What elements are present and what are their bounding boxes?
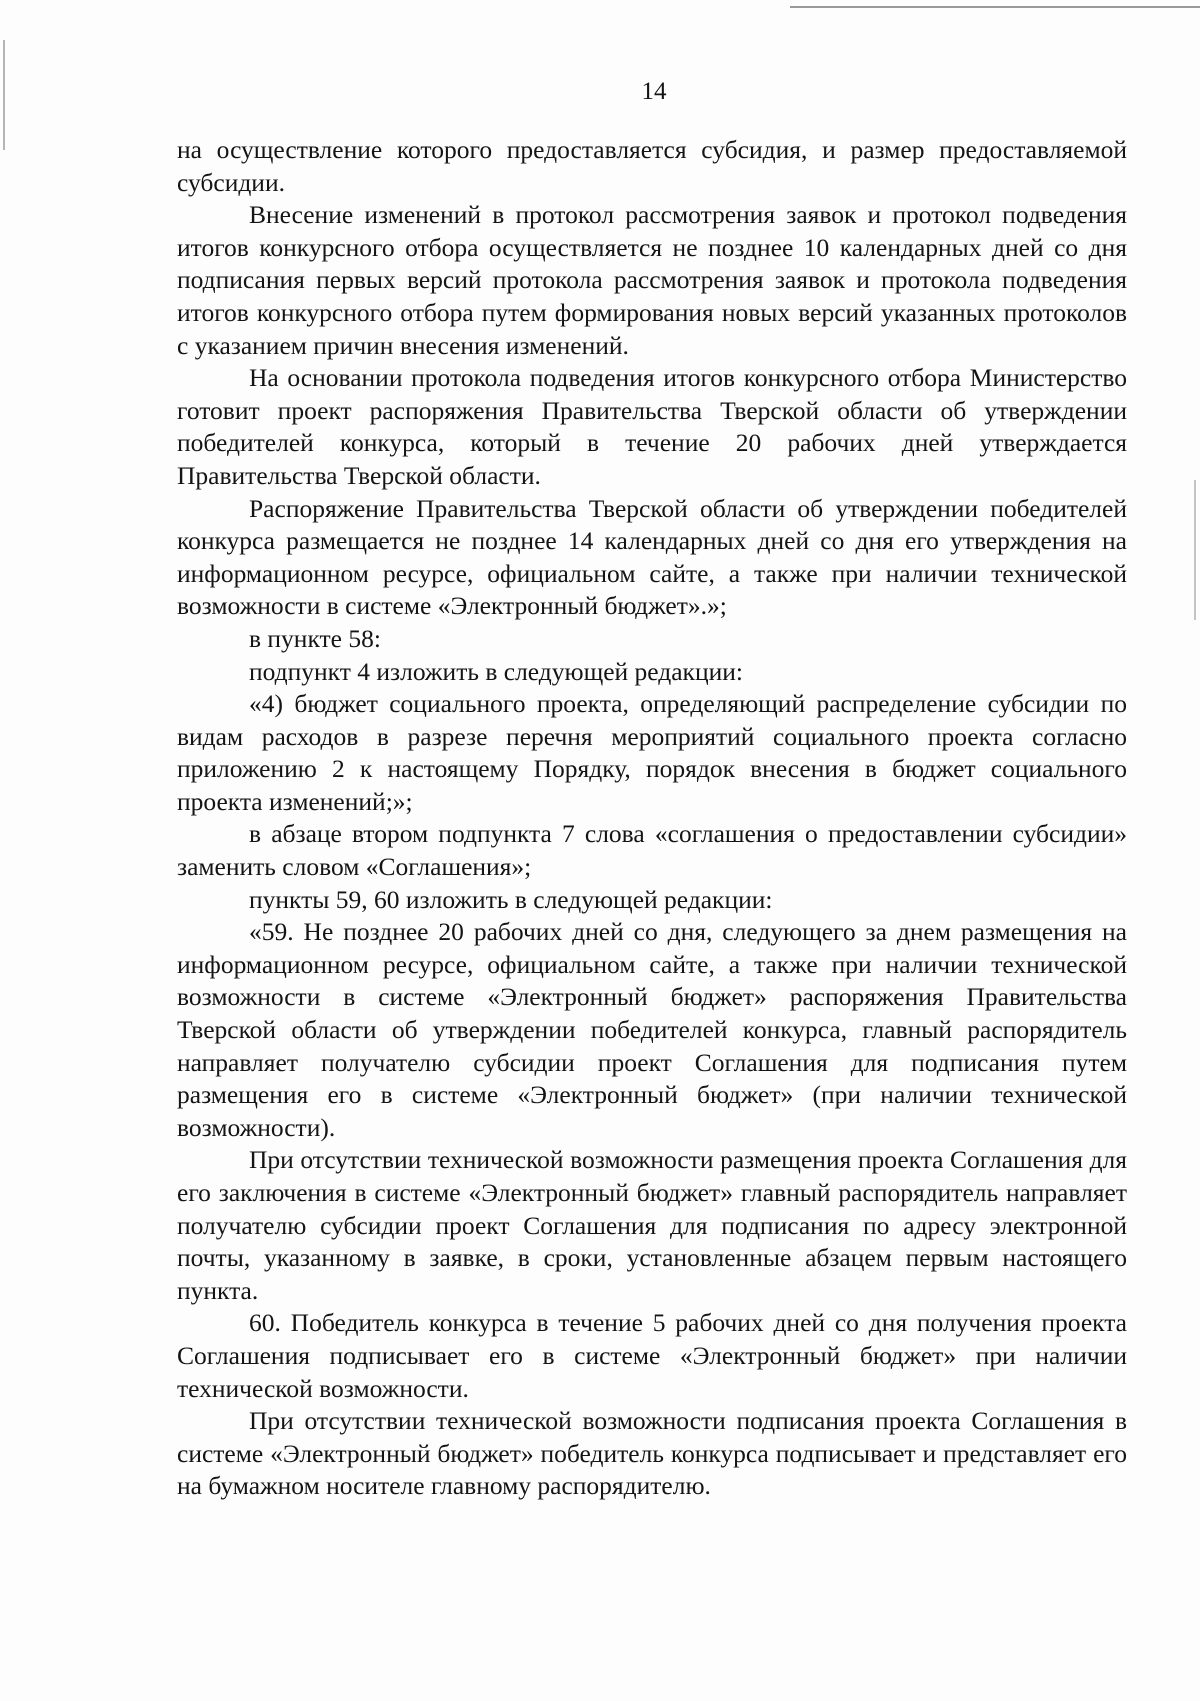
scan-artifact-right bbox=[1194, 480, 1196, 620]
paragraph-6: подпункт 4 изложить в следующей редакции: bbox=[249, 656, 743, 686]
paragraph-8: в абзаце втором подпункта 7 слова «соглашения о предоставлении субсидии» заменить словом «Соглашения»; bbox=[177, 819, 1127, 882]
paragraph-11: При отсутствии технической возможности размещения проекта Соглашения для его заключения в системе «Электронный бюджет» главный распорядитель направляет получателю субсидии проект Соглашения для подписания по адресу электронной почты, указанному в заявке, в сроки, установленные абзацем первым настоящего пункта. bbox=[177, 1145, 1127, 1305]
paragraph-2: Внесение изменений в протокол рассмотрения заявок и протокол подведения итогов конкурсного отбора осуществляется не позднее 10 календарных дней со дня подписания первых версий протокола рассмотрения заявок и протокола подведения итогов конкурсного отбора путем формирования новых версий указанных протоколов с указанием причин внесения изменений. bbox=[177, 200, 1127, 360]
paragraph-4: Распоряжение Правительства Тверской области об утверждении победителей конкурса размещается не позднее 14 календарных дней со дня его утверждения на информационном ресурсе, официальном сайте, а также при наличии технической возможности в системе «Электронный бюджет».»; bbox=[177, 493, 1127, 621]
paragraph-7: «4) бюджет социального проекта, определяющий распределение субсидии по видам расходов в разрезе перечня мероприятий социального проекта согласно приложению 2 к настоящему Порядку, порядок внесения в бюджет социального проекта изменений;»; bbox=[177, 689, 1127, 816]
paragraph-9: пункты 59, 60 изложить в следующей редакции: bbox=[249, 884, 773, 914]
scan-artifact-top bbox=[790, 6, 1200, 8]
paragraph-5: в пункте 58: bbox=[249, 623, 381, 653]
paragraph-1: на осуществление которого предоставляется субсидия, и размер предоставляемой субсидии. bbox=[177, 135, 1127, 197]
document-body bbox=[177, 134, 1127, 1503]
page-number: 14 bbox=[641, 78, 667, 105]
paragraph-3: На основании протокола подведения итогов конкурсного отбора Министерство готовит проект распоряжения Правительства Тверской области об утверждении победителей конкурса, который в течение 20 рабочих дней утверждается Правительства Тверской области. bbox=[177, 363, 1127, 490]
paragraph-13: При отсутствии технической возможности подписания проекта Соглашения в системе «Электронный бюджет» победитель конкурса подписывает и представляет его на бумажном носителе главному распорядителю. bbox=[177, 1406, 1127, 1501]
paragraph-10: «59. Не позднее 20 рабочих дней со дня, следующего за днем размещения на информационном ресурсе, официальном сайте, а также при наличии технической возможности в системе «Электронный бюджет» распоряжения Правительства Тверской области об утверждении победителей конкурса, главный распорядитель направляет получателю субсидии проект Соглашения для подписания путем размещения его в системе «Электронный бюджет» (при наличии технической возможности). bbox=[177, 917, 1127, 1142]
paragraph-12: 60. Победитель конкурса в течение 5 рабочих дней со дня получения проекта Соглашения подписывает его в системе «Электронный бюджет» при наличии технической возможности. bbox=[177, 1308, 1127, 1403]
